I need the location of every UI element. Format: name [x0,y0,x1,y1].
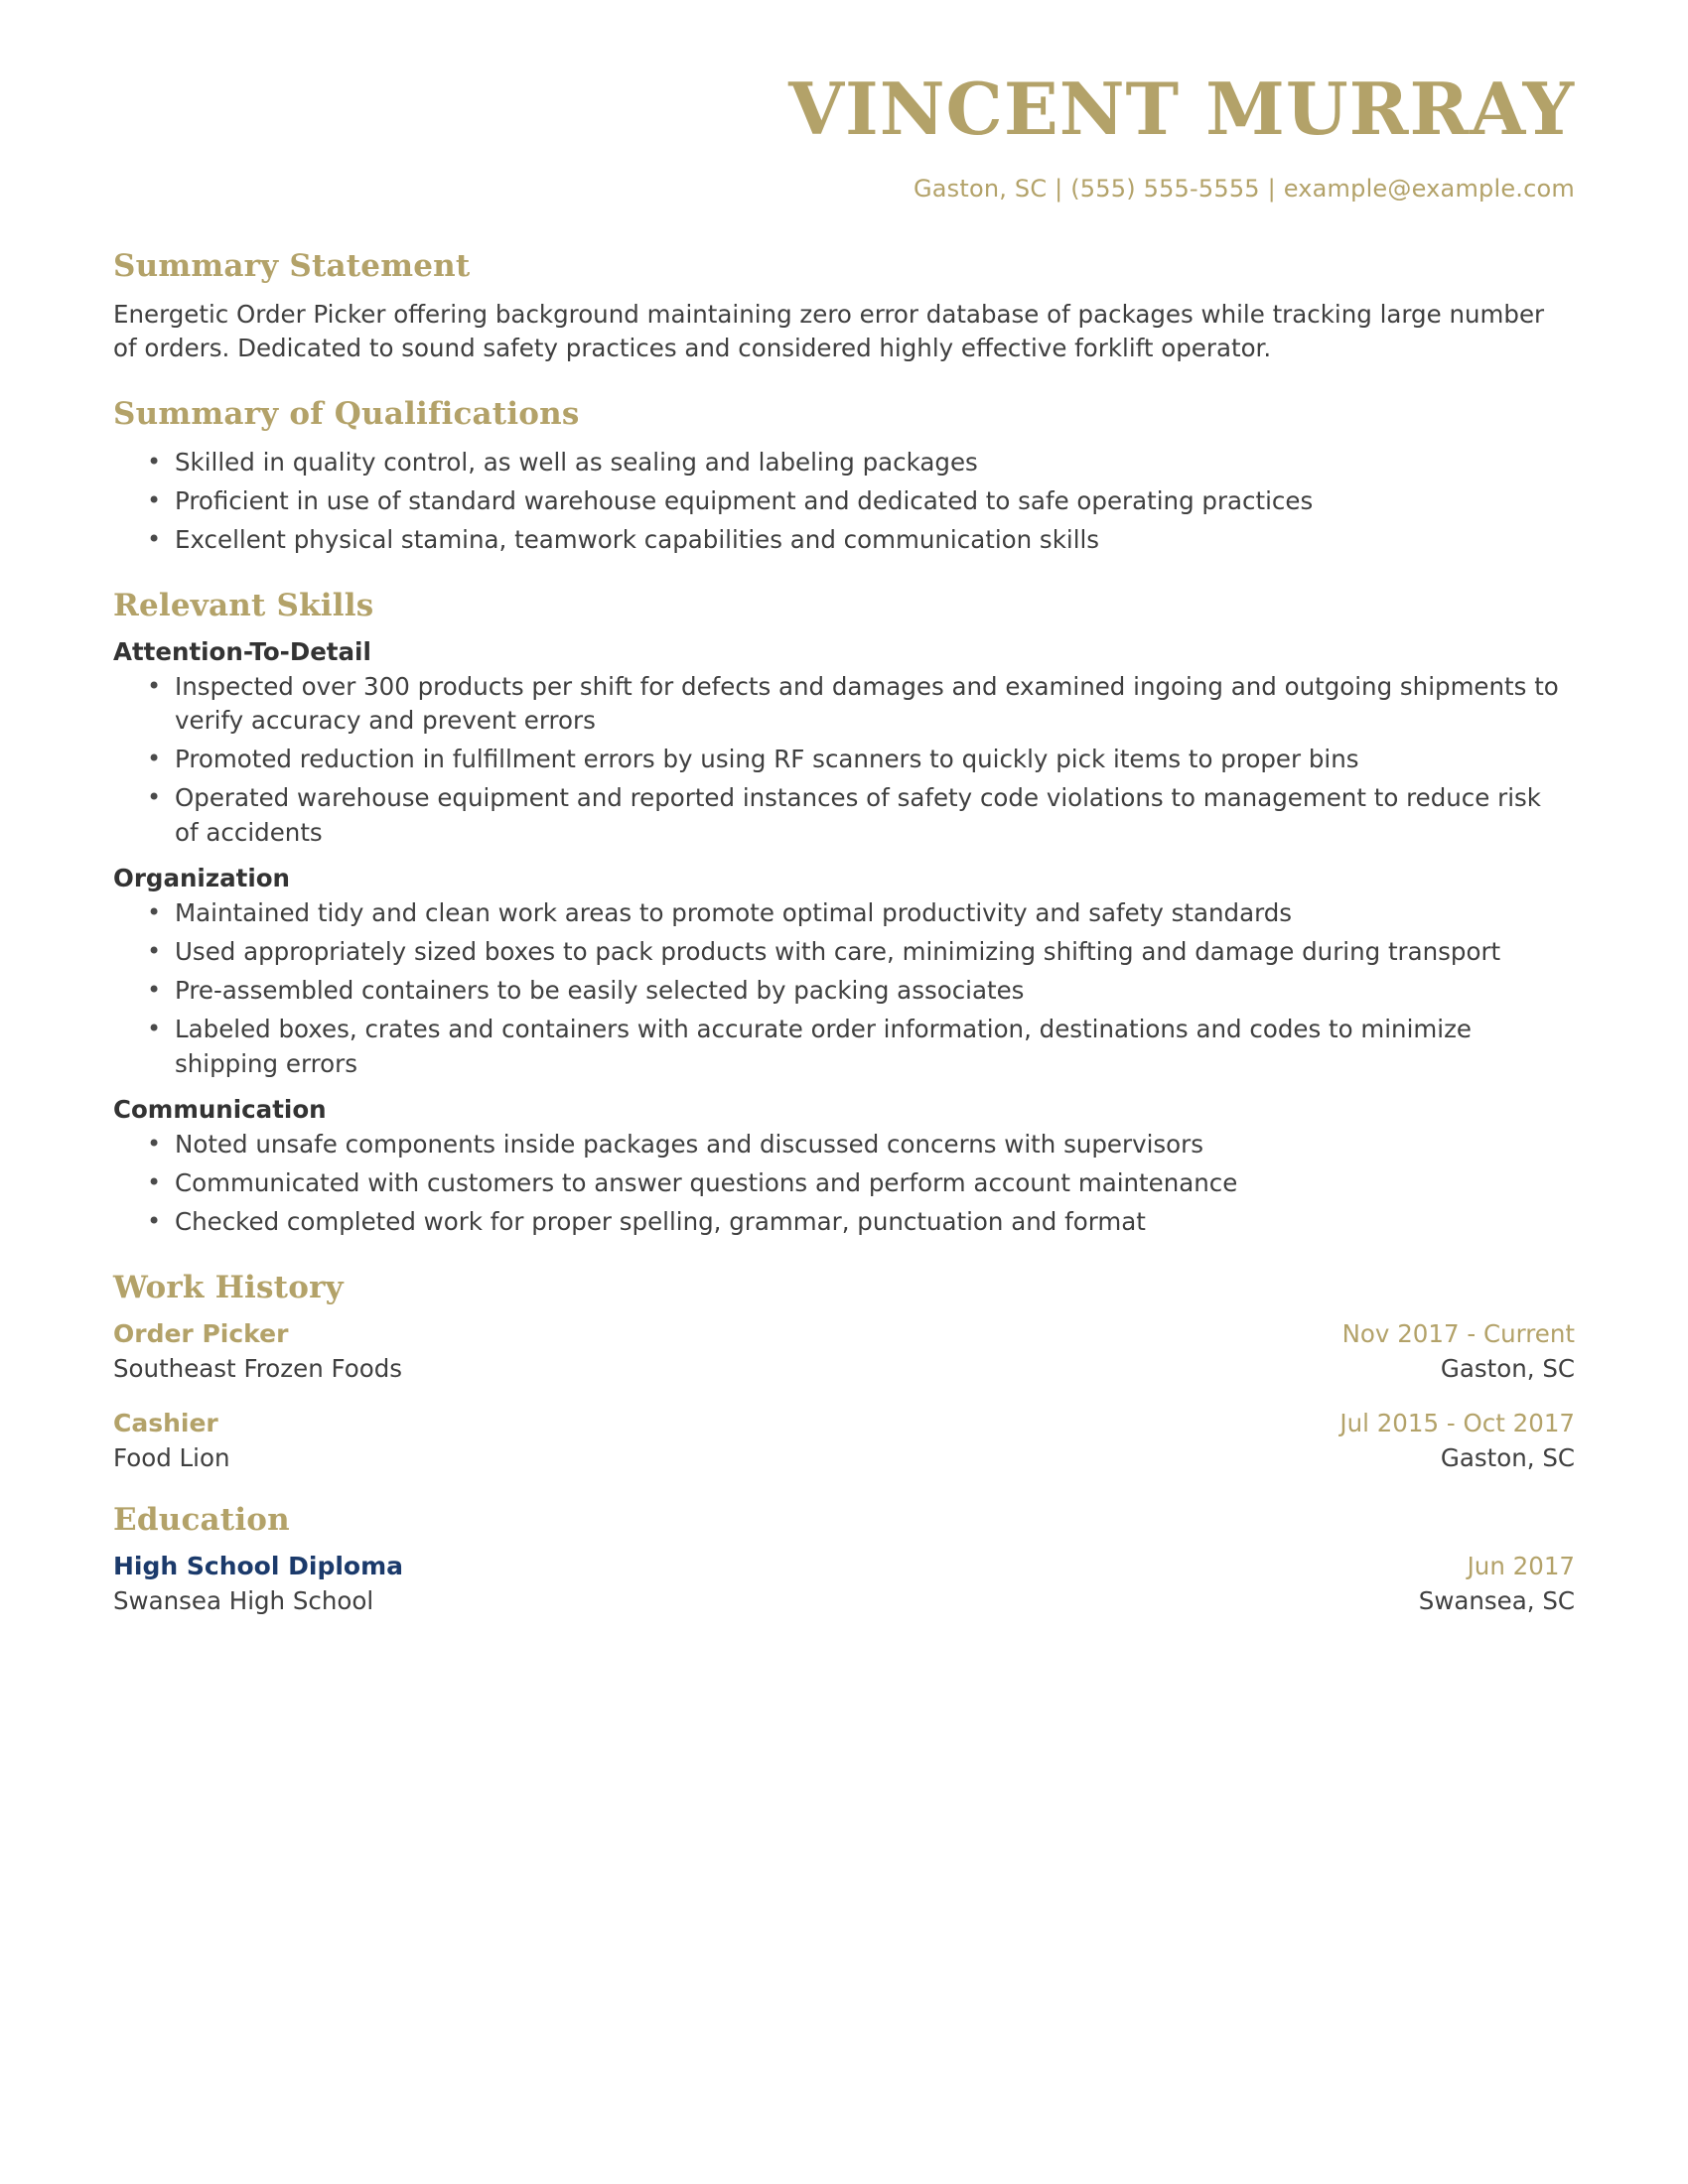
education-entry-subheader [113,1586,1575,1615]
job-location: Gaston, SC [1440,1442,1575,1472]
section-title-work-history: Work History [113,1269,344,1305]
education-degree: High School Diploma [113,1551,404,1580]
skill-group-list [113,896,1575,1081]
list-item: • Proficient in use of standard warehouse equipment and dedicated to safe operating practices [175,484,1565,519]
skill-group-list [113,1128,1575,1239]
list-item: • Noted unsafe components inside packages and discussed concerns with supervisors [175,1128,1565,1162]
qualifications-list [113,446,1575,557]
job-company: Food Lion [113,1442,230,1472]
skill-group-communication [113,1095,1575,1239]
list-item: • Operated warehouse equipment and reported instances of safety code violations to management to reduce risk of accidents [175,781,1565,851]
list-item: • Inspected over 300 products per shift for defects and damages and examined ingoing and outgoing shipments to verify accuracy and prevent errors [175,670,1565,740]
section-summary-of-qualifications [113,396,1575,557]
list-item: • Excellent physical stamina, teamwork capabilities and communication skills [175,523,1565,558]
work-entry-header [113,1319,1575,1348]
education-date: Jun 2017 [1467,1551,1575,1580]
job-title: Cashier [113,1408,218,1437]
section-work-history [113,1270,1575,1472]
skill-group-title: Organization [113,864,290,893]
work-history-entry [113,1409,1575,1472]
skill-group-organization [113,864,1575,1081]
education-school: Swansea High School [113,1585,374,1615]
skill-group-list [113,670,1575,851]
section-title-summary-statement: Summary Statement [113,247,471,284]
candidate-name: VINCENT MURRAY [788,67,1575,151]
section-title-relevant-skills: Relevant Skills [113,587,374,623]
list-item: • Checked completed work for proper spelling, grammar, punctuation and format [175,1205,1565,1240]
education-location: Swansea, SC [1418,1585,1575,1615]
summary-statement-text: Energetic Order Picker offering background maintaining zero error database of packages while tracking large number of orders. Dedicated to sound safety practices and considered highly effective forklift operator. [113,299,1545,363]
job-location: Gaston, SC [1440,1353,1575,1383]
contact-line: Gaston, SC | (555) 555-5555 | example@example.com [913,174,1575,203]
skill-group-title: Communication [113,1095,327,1125]
section-relevant-skills [113,588,1575,1240]
skill-group-title: Attention-To-Detail [113,636,371,666]
list-item: • Pre-assembled containers to be easily selected by packing associates [175,974,1565,1009]
list-item: • Maintained tidy and clean work areas to promote optimal productivity and safety standards [175,896,1565,931]
section-summary-statement [113,248,1575,367]
list-item: • Skilled in quality control, as well as sealing and labeling packages [175,446,1565,480]
work-history-entry [113,1319,1575,1383]
list-item: • Communicated with customers to answer questions and perform account maintenance [175,1166,1565,1201]
job-company: Southeast Frozen Foods [113,1353,403,1383]
list-item: • Used appropriately sized boxes to pack products with care, minimizing shifting and damage during transport [175,935,1565,970]
education-entry [113,1552,1575,1615]
section-title-education: Education [113,1501,290,1538]
education-entry-header [113,1552,1575,1580]
job-dates: Nov 2017 - Current [1341,1318,1575,1348]
work-entry-header [113,1409,1575,1437]
work-entry-subheader [113,1354,1575,1383]
section-education [113,1502,1575,1615]
list-item: • Promoted reduction in fulfillment errors by using RF scanners to quickly pick items to proper bins [175,743,1565,777]
job-dates: Jul 2015 - Oct 2017 [1339,1408,1575,1437]
section-title-summary-of-qualifications: Summary of Qualifications [113,396,580,433]
job-title: Order Picker [113,1318,289,1348]
list-item: • Labeled boxes, crates and containers with accurate order information, destinations and codes to minimize shipping errors [175,1013,1565,1082]
work-entry-subheader [113,1443,1575,1472]
skill-group-attention-to-detail [113,637,1575,851]
